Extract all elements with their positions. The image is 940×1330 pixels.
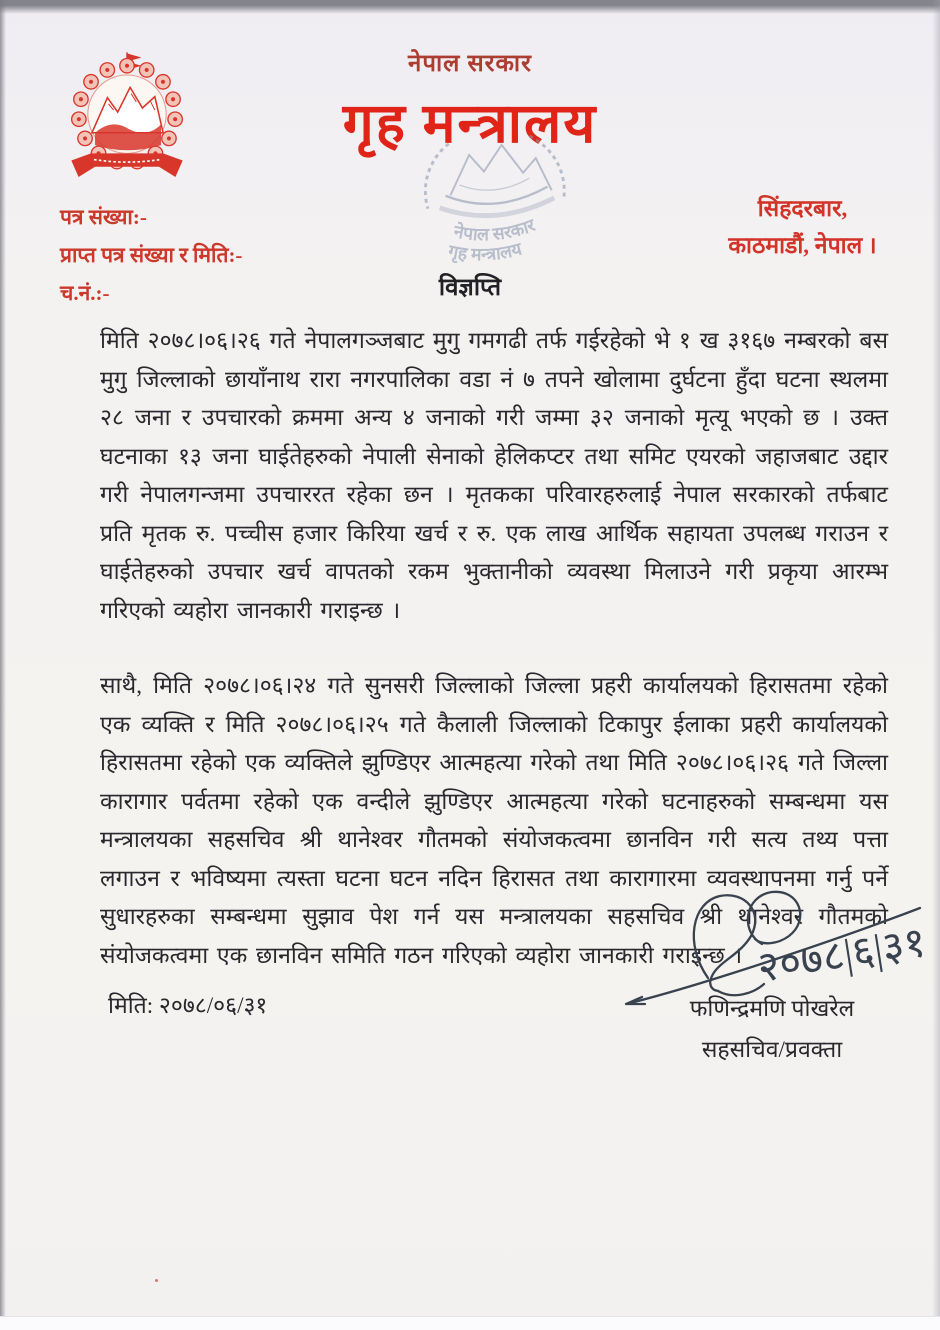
signature-handwritten-date: २०७८|६|३१ (754, 919, 930, 992)
signer-identity (617, 988, 927, 1070)
scan-edge-left (0, 0, 6, 1330)
date-line: मिति: २०७८/०६/३१ (108, 993, 268, 1018)
scan-edge-top (0, 0, 940, 14)
scan-edge-right (932, 0, 940, 1330)
government-title: नेपाल सरकार (408, 51, 532, 77)
subject-heading: विज्ञप्ति (438, 275, 502, 301)
received-letter-label: प्राप्त पत्र संख्या र मिति:- (60, 243, 243, 267)
signer-title: सहसचिव/प्रवक्ता (701, 1037, 843, 1062)
scan-speck (155, 1279, 158, 1282)
dispatch-number-label: च.नं.:- (60, 281, 110, 305)
ministry-title: गृह मन्त्रालय (342, 93, 598, 154)
address-line1: सिंहदरबार, (757, 196, 848, 221)
address-block (695, 190, 910, 264)
address-line2: काठमाडौं, नेपाल । (728, 233, 877, 258)
paragraph-accident: मिति २०७८।०६।२६ गते नेपालगञ्जबाट मुगु गमगढी तर्फ गईरहेको भे १ ख ३१६७ नम्बरको बस मुगु जिल्लाको छायाँनाथ रारा नगरपालिका वडा नं ७ तपने खोलामा दुर्घटना हुँदा घटना स्थलमा २८ जना र उपचारको क्रममा अन्य ४ जनाको गरी जम्मा ३२ जनाको मृत्यू भएको छ । उक्त घटनाका १३ जना घाईतेहरुको नेपाली सेनाको हेलिकप्टर तथा समिट एयरको जहाजबाट उद्दार गरी नेपालगन्जमा उपचाररत रहेका छन । मृतकका परिवारहरुलाई नेपाल सरकारको तर्फबाट प्रति मृतक रु. पच्चीस हजार किरिया खर्च र रु. एक लाख आर्थिक सहायता उपलब्ध गराउन र घाईतेहरुको उपचार खर्च वापतको रकम भुक्तानीको व्यवस्था मिलाउने गरी प्रकृया आरम्भ गरिएको व्यहोरा जानकारी गराइन्छ । (100, 328, 888, 623)
svg-text:नेपाल सरकार (450, 214, 539, 247)
letter-number-label: पत्र संख्या:- (60, 205, 147, 229)
scan-edge-bottom (0, 1316, 940, 1330)
stamp-text-line2: गृह मन्त्रालय (446, 238, 524, 265)
ministry-stamp-icon (387, 119, 603, 289)
signer-name: फणिन्द्रमणि पोखरेल (689, 996, 855, 1021)
stamp-text-line1: नेपाल सरकार (452, 214, 538, 245)
paragraph-investigation: साथै, मिति २०७८।०६।२४ गते सुनसरी जिल्लाको जिल्ला प्रहरी कार्यालयको हिरासतमा रहेको एक व्यक्ति र मिति २०७८।०६।२५ गते कैलाली जिल्लाको टिकापुर ईलाका प्रहरी कार्यालयको हिरासतमा रहेको एक व्यक्तिले झुण्डिएर आत्महत्या गरेको तथा मिति २०७८।०६।२६ गते जिल्ला कारागार पर्वतमा रहेको एक वन्दीले झुण्डिएर आत्महत्या गरेको घटनाहरुको सम्बन्धमा यस मन्त्रालयका सहसचिव श्री थानेश्वर गौतमको संयोजकत्वमा छानविन गरी सत्य तथ्य पत्ता लगाउन र भविष्यमा त्यस्ता घटना घटन नदिन हिरासत तथा कारागारमा व्यवस्थापनमा गर्नु पर्ने सुधारहरुका सम्बन्धमा सुझाव पेश गर्न यस मन्त्रालयका सहसचिव श्री थानेश्वर गौतमको संयोजकत्वमा एक छानविन समिति गठन गरिएको व्यहोरा जानकारी गराइन्छ । (100, 673, 888, 968)
